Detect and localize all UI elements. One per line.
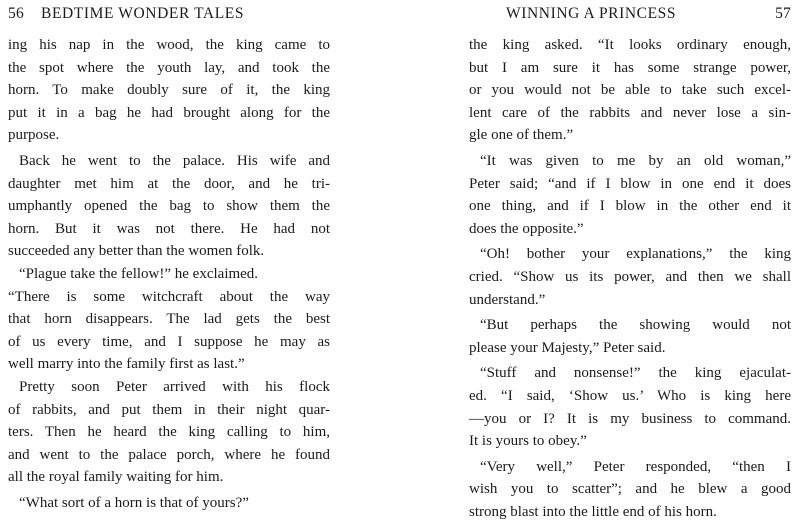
text-line: wish you to scatter”; and he blew a good [469, 481, 791, 498]
text-line: It is yours to obey.” [469, 433, 587, 450]
text-line: but I am sure it has some strange power, [469, 59, 791, 76]
page-number: 56 [8, 5, 24, 22]
text-line: —you or I? It is my business to command. [469, 410, 791, 427]
text-line: ing his nap in the wood, the king came to [8, 37, 330, 53]
left-page-body [8, 34, 330, 514]
text-line: cried. “Show us its power, and then we shall [469, 268, 791, 285]
text-line: horn. But it was not there. He had not [8, 220, 330, 237]
text-line: well marry into the family first as last.” [8, 356, 245, 373]
text-line: of us every time, and I suppose he may as [8, 333, 330, 350]
text-line: purpose. [8, 127, 60, 144]
text-line: “Stuff and nonsense!” the king ejaculat- [480, 365, 791, 382]
text-line: or you would not be able to take such excel- [469, 82, 791, 99]
text-line: “There is some witchcraft about the way [8, 288, 330, 305]
text-line: strong blast into the little end of his horn. [469, 503, 717, 520]
text-line: the spot where the youth lay, and took the [8, 59, 330, 76]
page-number: 57 [775, 5, 791, 22]
text-line: “It was given to me by an old woman,” [480, 152, 791, 169]
text-line: of rabbits, and put them in their night quar- [8, 401, 330, 418]
right-page [469, 0, 791, 520]
text-line: “What sort of a horn is that of yours?” [19, 494, 249, 511]
text-line: lent care of the rabbits and never lose a sin- [469, 104, 791, 121]
text-line: “Oh! bother your explanations,” the king [480, 246, 791, 263]
text-line: Back he went to the palace. His wife and [19, 152, 330, 169]
text-line: gle one of them.” [469, 127, 574, 144]
text-line: the king asked. “It looks ordinary enough, [469, 37, 791, 53]
text-line: daughter met him at the door, and he tri- [8, 175, 330, 192]
running-head: BEDTIME WONDER TALES [41, 5, 245, 22]
right-page-header [469, 5, 791, 29]
left-page [8, 0, 330, 511]
text-line: one thing, and if I blow in the other end it [469, 198, 791, 215]
text-line: “Plague take the fellow!” he exclaimed. [19, 265, 259, 282]
text-line: umphantly opened the bag to show them the [8, 198, 330, 215]
text-line: does the opposite.” [469, 220, 584, 237]
text-line: ters. Then he heard the king calling to him, [8, 424, 330, 441]
text-line: horn. To make doubly sure of it, the king [8, 82, 330, 99]
text-line: and went to the palace porch, where he found [8, 446, 330, 463]
right-page-body [469, 34, 791, 523]
left-page-header [8, 5, 330, 29]
text-line: Pretty soon Peter arrived with his flock [19, 378, 330, 395]
text-line: understand.” [469, 291, 546, 308]
text-line: put it in a bag he had brought along for the [8, 104, 330, 121]
text-line: ed. “I said, ‘Show us.’ Who is king here [469, 387, 791, 404]
text-line: all the royal family waiting for him. [8, 469, 224, 486]
text-line: please your Majesty,” Peter said. [469, 339, 666, 356]
text-line: that horn disappears. The lad gets the best [8, 311, 330, 328]
running-head: WINNING A PRINCESS [506, 5, 677, 22]
text-line: “But perhaps the showing would not [480, 317, 791, 334]
text-line: succeeded any better than the women folk. [8, 243, 265, 260]
text-line: Peter said; “and if I blow in one end it does [469, 175, 791, 192]
text-line: “Very well,” Peter responded, “then I [480, 458, 791, 475]
